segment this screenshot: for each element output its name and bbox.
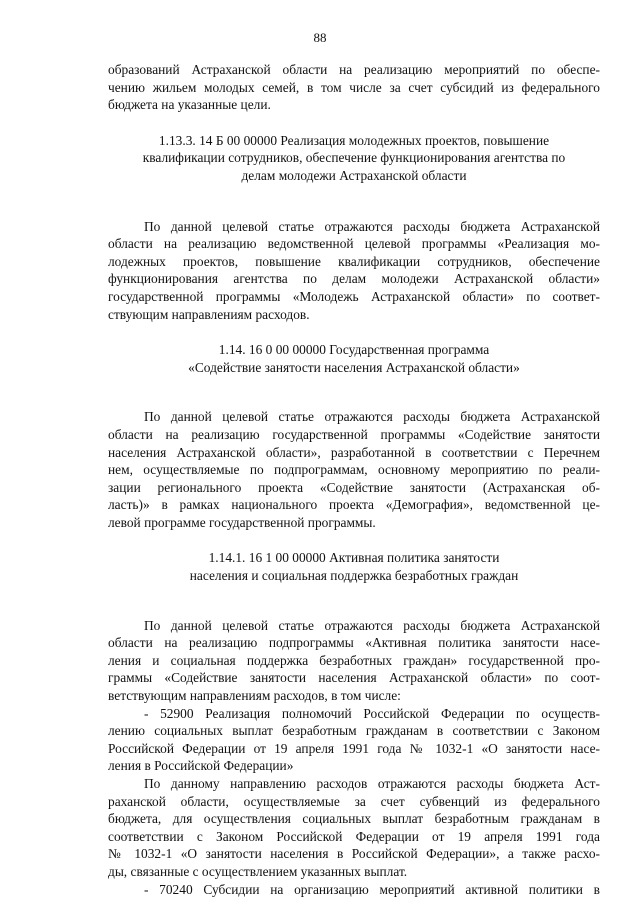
text-line: Российской Федерации от 19 апреля 1991 года № 1032-1 «О занятости насе-: [108, 740, 600, 756]
text-line: образований Астраханской области на реализацию мероприятий по обеспе-: [108, 62, 600, 77]
text-line: области на реализацию подпрограммы «Активная политика занятости насе-: [108, 635, 600, 651]
text-line: функционирования агентства по делам молодежи Астраханской области»: [108, 271, 600, 287]
text-line: ласть)» в рамках национального проекта «Демография», ведомственной це-: [108, 497, 600, 513]
text-line: ветствующим направлениям расходов, в том числе:: [108, 688, 401, 704]
text-line: лодежных проектов, повышение квалификации сотрудников, обеспечение: [108, 253, 600, 269]
text-line: По данной целевой статье отражаются расходы бюджета Астраханской: [144, 409, 600, 425]
section-body-1-14: [108, 408, 600, 531]
text-line: ствующим направлениям расходов.: [108, 306, 310, 322]
heading-line: 1.14. 16 0 00 00000 Государственная программа: [218, 342, 490, 358]
text-line: По данному направлению расходов отражаются расходы бюджета Аст-: [144, 776, 600, 791]
heading-line: квалификации сотрудников, обеспечение функционирования агентства по: [142, 150, 566, 166]
text-line: лению социальных выплат безработным гражданам в соответствии с Законом: [108, 723, 600, 739]
text-line: ды, связанные с осуществлением указанных выплат.: [108, 863, 408, 879]
text-line: населения Астраханской области», разработанной в соответствии с Перечнем: [108, 444, 600, 460]
text-line: бюджета, для осуществления социальных выплат безработным гражданам в: [108, 811, 600, 827]
text-line: граммы «Содействие занятости населения Астраханской области» по соот-: [108, 670, 600, 686]
text-line: - 70240 Субсидии на организацию мероприятий активной политики в: [144, 881, 600, 897]
section-heading-1-14: [108, 341, 600, 376]
document-body: [108, 61, 600, 898]
intro-paragraph: [108, 61, 600, 114]
section-heading-1-14-1: [108, 549, 600, 584]
text-line: ления в Российской Федерации»: [108, 758, 294, 774]
page-number: 88: [313, 30, 327, 45]
heading-line: делам молодежи Астраханской области: [241, 167, 467, 183]
text-line: нем, осуществляемые по подпрограммам, основному мероприятию по реали-: [108, 462, 600, 478]
text-line: бюджета на указанные цели.: [108, 97, 271, 113]
text-line: По данной целевой статье отражаются расходы бюджета Астраханской: [144, 218, 600, 234]
text-line: области на реализацию ведомственной целевой программы «Реализация мо-: [108, 236, 600, 252]
heading-line: 1.13.3. 14 Б 00 00000 Реализация молодежных проектов, повышение: [158, 132, 550, 148]
section-body-1-13-3: [108, 218, 600, 324]
text-line: ления и социальная поддержка безработных граждан» государственной про-: [108, 652, 600, 668]
heading-line: 1.14.1. 16 1 00 00000 Активная политика занятости: [208, 550, 500, 566]
text-line: соответствии с Законом Российской Федерации от 19 апреля 1991 года: [108, 828, 600, 844]
text-line: области на реализацию государственной программы «Содействие занятости: [108, 426, 600, 442]
text-line: государственной программы «Молодежь Астраханской области» по соответ-: [108, 288, 600, 304]
section-heading-1-13-3: [108, 132, 600, 185]
text-line: По данной целевой статье отражаются расходы бюджета Астраханской: [144, 617, 600, 633]
text-line: зации регионального проекта «Содействие занятости (Астраханская об-: [108, 479, 600, 495]
text-line: № 1032-1 «О занятости населения в Российской Федерации», а также расхо-: [108, 846, 600, 862]
heading-line: «Содействие занятости населения Астраханской области»: [188, 359, 520, 375]
section-body-1-14-1: [108, 617, 600, 899]
text-line: раханской области, осуществляемые за счет субвенций из федерального: [108, 793, 600, 809]
text-line: - 52900 Реализация полномочий Российской Федерации по осуществ-: [144, 705, 600, 721]
text-line: чению жильем молодых семей, в том числе за счет субсидий из федерального: [108, 79, 600, 95]
text-line: левой программе государственной программы.: [108, 514, 376, 530]
heading-line: населения и социальная поддержка безработных граждан: [189, 568, 519, 584]
